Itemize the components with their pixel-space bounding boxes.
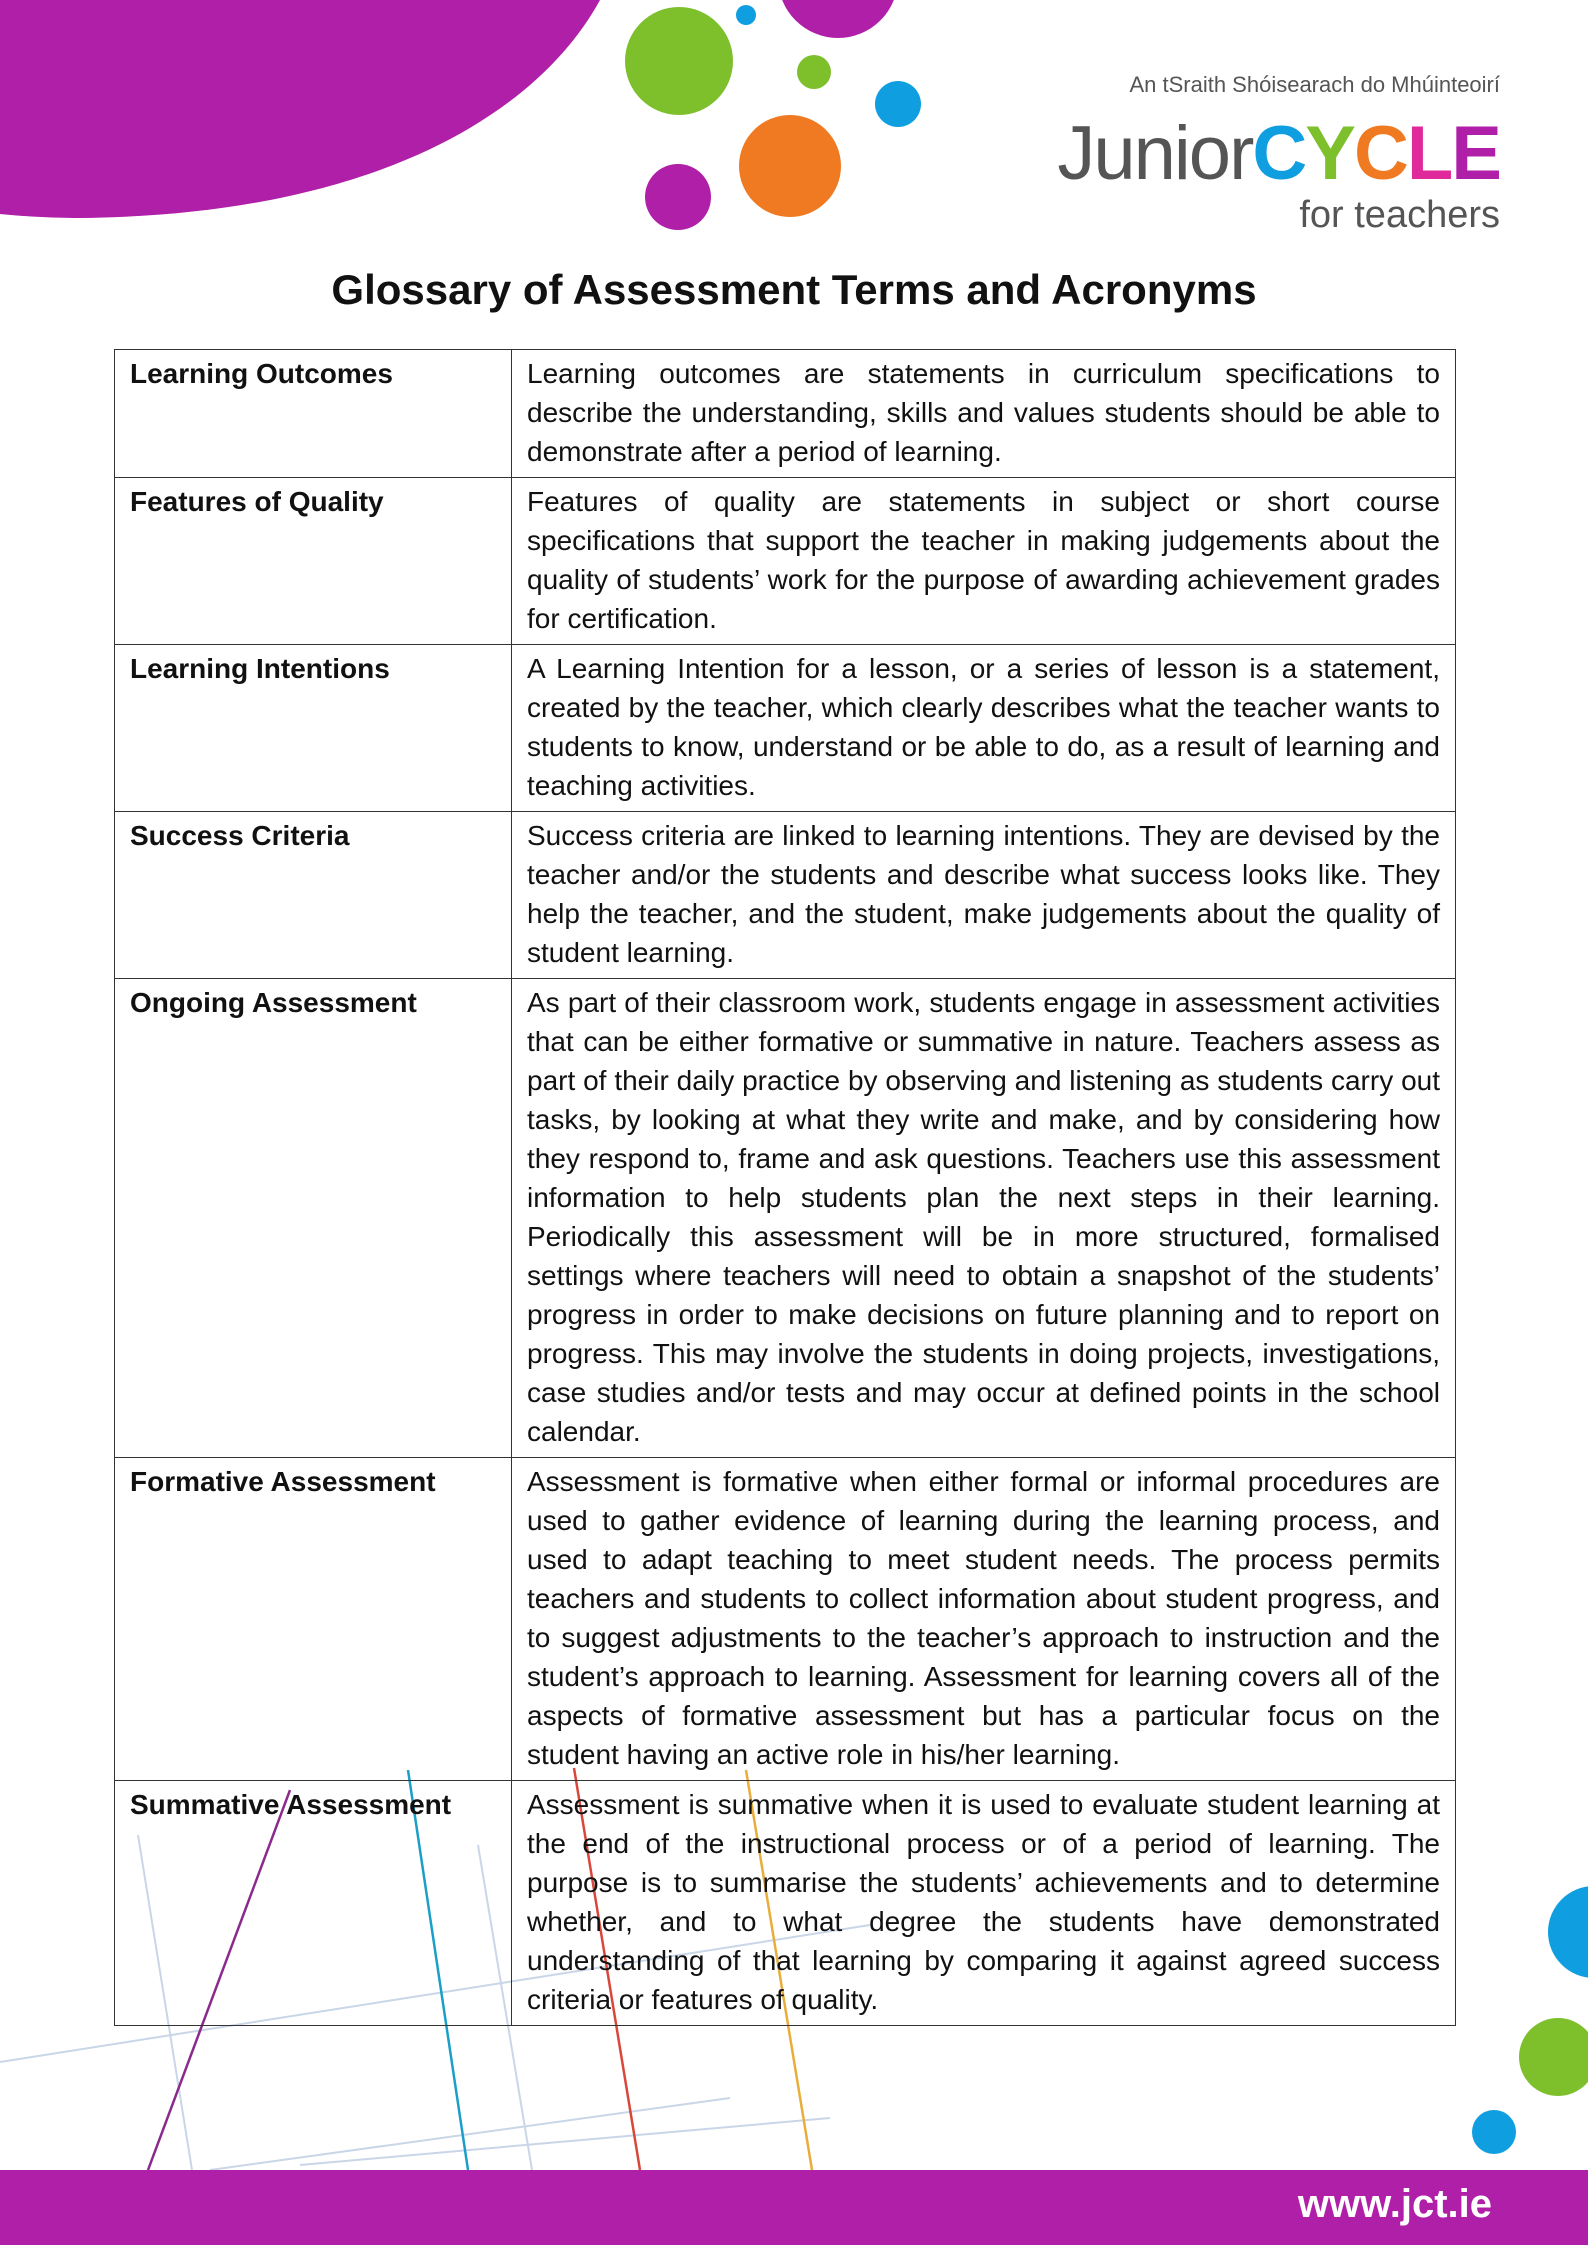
glossary-definition: As part of their classroom work, students engage in assessment activities that can be either formative or summative in nature. Teachers assess as part of their daily practice by observing and listening as students carry out tasks, by looking at what they write and make, and by considering how they respond to, frame and ask questions. Teachers use this assessment information to help students plan the next steps in their learning. Periodically this assessment will be in more structured, formalised settings where teachers will need to obtain a snapshot of the students’ progress in order to make decisions on future planning and to report on progress. This may involve the students in doing projects, investigations, case studies and/or tests and may occur at defined points in the school calendar. [512, 979, 1456, 1458]
green-circle-right [1519, 2018, 1588, 2096]
footer-bar [0, 2170, 1588, 2245]
blue-circle-small [875, 81, 921, 127]
glossary-row [115, 1781, 1456, 2026]
glossary-term: Formative Assessment [115, 1458, 512, 1781]
green-circle-large [625, 7, 733, 115]
glossary-definition: Success criteria are linked to learning intentions. They are devised by the teacher and/or the students and describe what success looks like. They help the teacher, and the student, make judgements about the quality of student learning. [512, 812, 1456, 979]
logo-tagline: An tSraith Shóisearach do Mhúinteoirí [1129, 72, 1500, 97]
glossary-row [115, 979, 1456, 1458]
blue-dot-small [736, 5, 756, 25]
glossary-definition: Features of quality are statements in subject or short course specifications that support the teacher in making judgements about the quality of students’ work for the purpose of awarding achievement grades for certification. [512, 478, 1456, 645]
glossary-term: Success Criteria [115, 812, 512, 979]
glossary-term: Ongoing Assessment [115, 979, 512, 1458]
blue-circle-right [1548, 1886, 1588, 1978]
top-left-swoosh [0, 0, 600, 218]
logo-cycle-letter: E [1451, 111, 1500, 196]
footer-url[interactable]: www.jct.ie [1297, 2182, 1492, 2226]
blue-dot-right [1472, 2110, 1516, 2154]
junior-cycle-logo [1057, 72, 1512, 242]
magenta-circle-top [778, 0, 898, 38]
logo-subtitle: for teachers [1299, 194, 1500, 236]
glossary-row [115, 1458, 1456, 1781]
green-dot-small [797, 55, 831, 89]
page-title: Glossary of Assessment Terms and Acronyms [331, 266, 1257, 313]
logo-cycle-letter: C [1252, 111, 1306, 196]
magenta-circle-small [645, 164, 711, 230]
glossary-term: Learning Intentions [115, 645, 512, 812]
logo-cycle-letter: L [1406, 111, 1452, 196]
orange-circle [739, 115, 841, 217]
glossary-row [115, 812, 1456, 979]
glossary-row [115, 478, 1456, 645]
glossary-definition: Assessment is summative when it is used to evaluate student learning at the end of the instructional process or of a period of learning. The purpose is to summarise the students’ achievements and to determine whether, and to what degree the students have demonstrated understanding of that learning by comparing it against agreed success criteria or features of quality. [512, 1781, 1456, 2026]
logo-cycle-letter: Y [1305, 111, 1354, 196]
logo-junior-text: Junior [1057, 111, 1253, 196]
glossary-body [115, 350, 1456, 2026]
glossary-definition: Assessment is formative when either formal or informal procedures are used to gather evidence of learning during the learning process, and used to adapt teaching to meet student needs. The process permits teachers and students to collect information about student progress, and to suggest adjustments to the teacher’s approach to instruction and the student’s approach to learning. Assessment for learning covers all of the aspects of formative assessment but has a particular focus on the student having an active role in his/her learning. [512, 1458, 1456, 1781]
glossary-term: Learning Outcomes [115, 350, 512, 478]
logo-cycle-letter: C [1353, 111, 1407, 196]
glossary-definition: Learning outcomes are statements in curriculum specifications to describe the understanding, skills and values students should be able to demonstrate after a period of learning. [512, 350, 1456, 478]
glossary-term: Summative Assessment [115, 1781, 512, 2026]
logo-cycle-text [1252, 111, 1500, 196]
logo-wordmark [1057, 111, 1500, 196]
glossary-definition: A Learning Intention for a lesson, or a series of lesson is a statement, created by the teacher, which clearly describes what the teacher wants to students to know, understand or be able to do, as a result of learning and teaching activities. [512, 645, 1456, 812]
glossary-row [115, 350, 1456, 478]
glossary-term: Features of Quality [115, 478, 512, 645]
glossary-table [114, 349, 1456, 2026]
glossary-row [115, 645, 1456, 812]
